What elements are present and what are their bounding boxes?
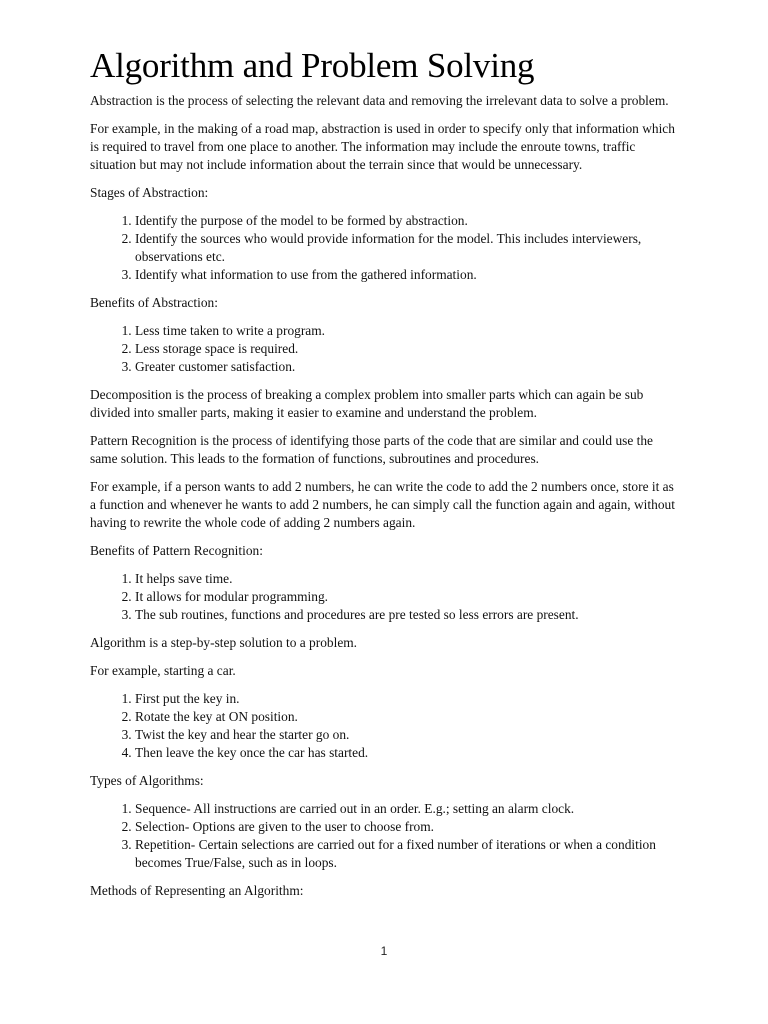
list-item: 1. Sequence- All instructions are carried out in an order. E.g.; setting an alarm clock. xyxy=(135,800,680,818)
pattern-recognition-intro: Pattern Recognition is the process of identifying those parts of the code that are similar and could use the same solution. This leads to the formation of functions, subroutines and procedures. xyxy=(90,433,654,466)
document-title: Algorithm and Problem Solving xyxy=(90,46,535,85)
abstraction-benefits-list xyxy=(90,322,680,376)
abstraction-intro: Abstraction is the process of selecting the relevant data and removing the irrelevant data to solve a problem. xyxy=(90,93,669,108)
list-item: 3. The sub routines, functions and procedures are pre tested so less errors are present. xyxy=(135,606,680,624)
list-item: 3. Twist the key and hear the starter go on. xyxy=(135,726,680,744)
list-item: 2. Rotate the key at ON position. xyxy=(135,708,680,726)
abstraction-example: For example, in the making of a road map, abstraction is used in order to specify only that information which is required to travel from one place to another. The information may include the enroute towns, traffic situation but may not include information about the terrain since that would be unnecessary. xyxy=(90,121,675,172)
list-item: 3. Identify what information to use from the gathered information. xyxy=(135,266,680,284)
algorithm-definition: Algorithm is a step-by-step solution to a problem. xyxy=(90,635,358,650)
list-item: 2. It allows for modular programming. xyxy=(135,588,680,606)
list-item: 1. Less time taken to write a program. xyxy=(135,322,680,340)
list-item: 2. Identify the sources who would provide information for the model. This includes interviewers, observations etc. xyxy=(135,230,680,266)
list-item: 3. Greater customer satisfaction. xyxy=(135,358,680,376)
list-item: 1. It helps save time. xyxy=(135,570,680,588)
pattern-benefits-heading: Benefits of Pattern Recognition: xyxy=(90,543,263,558)
abstraction-benefits-heading: Benefits of Abstraction: xyxy=(90,295,218,310)
algorithm-types-heading: Types of Algorithms: xyxy=(90,773,204,788)
stages-heading: Stages of Abstraction: xyxy=(90,185,209,200)
list-item: 1. First put the key in. xyxy=(135,690,680,708)
list-item: 2. Selection- Options are given to the user to choose from. xyxy=(135,818,680,836)
methods-heading: Methods of Representing an Algorithm: xyxy=(90,883,304,898)
document-page xyxy=(90,44,680,910)
algorithm-types-list xyxy=(90,800,680,872)
list-item: 1. Identify the purpose of the model to be formed by abstraction. xyxy=(135,212,680,230)
page-number: 1 xyxy=(380,944,388,958)
stages-list xyxy=(90,212,680,284)
list-item: 3. Repetition- Certain selections are carried out for a fixed number of iterations or when a condition becomes True/False, such as in loops. xyxy=(135,836,680,872)
pattern-recognition-example: For example, if a person wants to add 2 numbers, he can write the code to add the 2 numbers once, store it as a function and whenever he wants to add 2 numbers, he can simply call the function again and again, without having to rewrite the whole code of adding 2 numbers again. xyxy=(90,479,675,530)
car-steps-list xyxy=(90,690,680,762)
algorithm-example-heading: For example, starting a car. xyxy=(90,663,236,678)
list-item: 2. Less storage space is required. xyxy=(135,340,680,358)
decomposition-paragraph: Decomposition is the process of breaking a complex problem into smaller parts which can again be sub divided into smaller parts, making it easier to examine and understand the problem. xyxy=(90,387,644,420)
pattern-benefits-list xyxy=(90,570,680,624)
list-item: 4. Then leave the key once the car has started. xyxy=(135,744,680,762)
